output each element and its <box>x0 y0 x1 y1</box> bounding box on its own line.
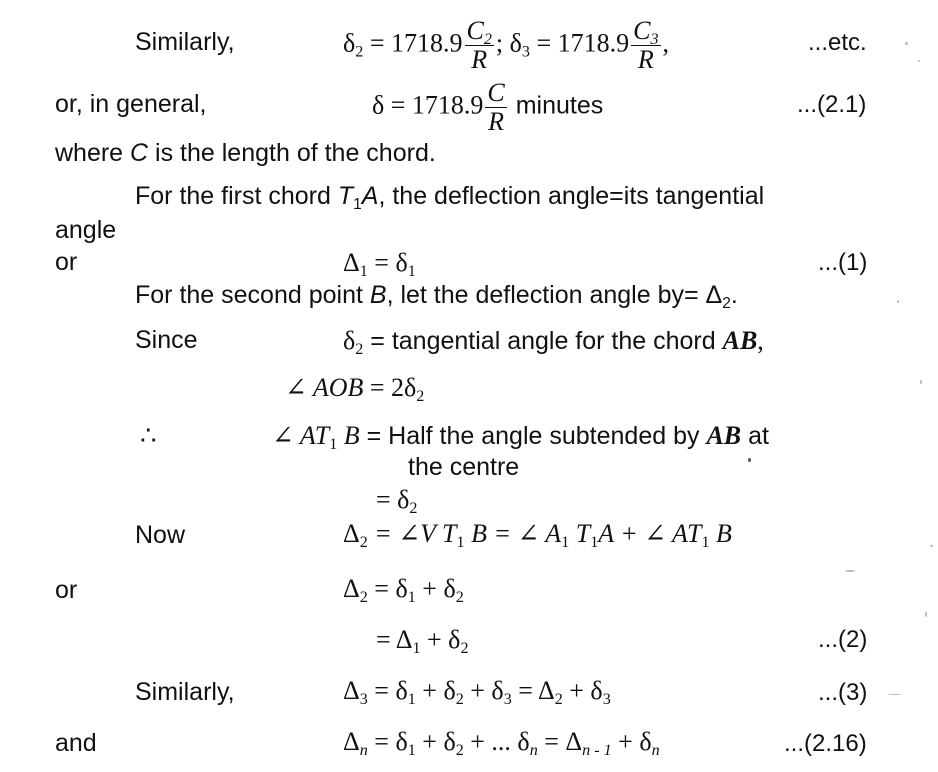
eq-text: B = ∠ A <box>464 519 562 548</box>
scan-speck <box>748 458 751 462</box>
text-the-centre: the centre <box>408 453 520 481</box>
eq-sub: 2 <box>722 294 731 312</box>
eq-text: = Δ <box>511 676 555 705</box>
eq-text: = Δ <box>376 625 413 654</box>
eq-sub: 2 <box>455 589 464 607</box>
eq-sub: 2 <box>483 31 492 49</box>
sentence-where-c <box>55 141 436 166</box>
eq-text: + ... δ <box>463 727 530 756</box>
eq-sub: 1 <box>353 195 362 213</box>
variable-ab: AB <box>706 421 742 450</box>
fraction <box>631 18 660 73</box>
eq-text: ; δ <box>495 28 522 58</box>
fraction-numerator <box>631 16 660 49</box>
eq-sub: 1 <box>456 534 465 552</box>
equation-number-2: ...(2) <box>818 626 868 653</box>
therefore-symbol: ∴ <box>140 421 157 450</box>
equation-delta1 <box>343 248 416 281</box>
scan-speck <box>905 42 908 45</box>
equation-number-1: ...(1) <box>818 249 868 276</box>
eq-text: = 1718.9 <box>529 28 630 58</box>
variable-t: T <box>337 182 354 210</box>
equation-general-delta <box>372 80 603 135</box>
eq-text: = Δ <box>537 727 583 756</box>
eq-text: Δ <box>343 519 360 548</box>
eq-text: + δ <box>611 727 652 756</box>
scan-speck <box>925 612 927 617</box>
label-since: Since <box>135 326 198 354</box>
label-now: Now <box>135 521 186 549</box>
eq-text: = δ <box>367 248 408 277</box>
eq-sub: 2 <box>409 500 418 518</box>
eq-text: δ <box>343 326 356 355</box>
eq-text: C <box>633 16 651 45</box>
eq-sub: 2 <box>355 341 364 359</box>
eq-sub: 1 <box>407 263 416 281</box>
equation-delta2-sum <box>343 574 464 607</box>
eq-text: δ = 1718.9 <box>372 90 484 120</box>
eq-text: T <box>569 519 591 548</box>
equation-number-3: ...(3) <box>818 679 868 706</box>
scan-speck <box>845 570 855 572</box>
sentence-second-point <box>135 281 738 312</box>
eq-sub: 1 <box>329 436 338 454</box>
eq-text: C <box>466 16 484 45</box>
equation-delta2-angles <box>343 519 732 552</box>
eq-text: , <box>757 326 764 355</box>
fraction-denominator: R <box>637 45 654 74</box>
text-fragment: , the deflection angle=its tangential <box>378 182 765 210</box>
eq-sub: 1 <box>407 691 416 709</box>
variable-c: C <box>130 139 149 167</box>
scan-speck <box>920 380 922 384</box>
eq-text: ∠ AT <box>272 421 330 450</box>
equation-delta2-delta3 <box>343 18 669 73</box>
text-fragment: = Half the angle subtended by <box>359 422 707 450</box>
eq-text: + δ <box>562 676 603 705</box>
eq-sub: n <box>651 742 660 760</box>
label-and: and <box>55 729 97 757</box>
eq-sub: 2 <box>455 742 464 760</box>
fraction <box>485 80 506 135</box>
eq-text: = 1718.9 <box>363 28 463 58</box>
text-fragment: . <box>730 281 738 309</box>
variable-b: B <box>369 281 387 309</box>
eq-text: ∠ AOB <box>285 373 364 402</box>
eq-text: = δ <box>367 574 408 603</box>
text-fragment: where <box>55 139 131 167</box>
eq-sub: 2 <box>455 691 464 709</box>
text-fragment: , let the deflection angle by= Δ <box>386 281 723 309</box>
scan-speck <box>930 545 933 547</box>
eq-sub: 1 <box>407 589 416 607</box>
eq-sub: 2 <box>460 640 469 658</box>
eq-sub: 1 <box>590 534 599 552</box>
eq-sub: 3 <box>650 31 659 49</box>
eq-text: Δ <box>343 248 360 277</box>
equation-delta2-tangential <box>343 326 764 359</box>
eq-text: + δ <box>415 727 456 756</box>
eq-text: Δ <box>343 574 360 603</box>
eq-sub: 1 <box>359 263 368 281</box>
eq-text: + δ <box>463 676 504 705</box>
sentence-first-chord <box>135 182 765 213</box>
equation-number-2-16: ...(2.16) <box>784 730 867 757</box>
text-fragment: = tangential angle for the chord <box>363 327 723 355</box>
unit-minutes: minutes <box>508 91 604 120</box>
eq-sub: 1 <box>412 640 421 658</box>
scan-speck <box>918 60 920 62</box>
fraction-numerator <box>465 16 494 49</box>
text-fragment: is the length of the chord. <box>148 139 436 167</box>
label-or: or <box>55 248 78 276</box>
eq-text: + δ <box>415 574 456 603</box>
eq-text: + δ <box>415 676 456 705</box>
fraction-numerator: C <box>487 78 505 107</box>
eq-sub: 2 <box>359 589 368 607</box>
label-similarly-2: Similarly, <box>135 678 235 706</box>
word-angle: angle <box>55 216 117 244</box>
eq-sub: n <box>359 742 368 760</box>
eq-text: , <box>662 28 670 58</box>
equation-angle-at1b <box>272 421 769 454</box>
eq-sub: 3 <box>521 43 530 61</box>
text-fragment: at <box>741 422 769 450</box>
fraction-denominator: R <box>471 45 488 74</box>
eq-sub: 1 <box>561 534 570 552</box>
equation-equals-delta2 <box>376 485 418 518</box>
eq-sub: n - 1 <box>582 742 612 760</box>
eq-sub: 2 <box>355 43 364 61</box>
eq-text: B <box>337 421 360 450</box>
equation-angle-aob <box>285 373 425 406</box>
eq-sub: 2 <box>359 534 368 552</box>
fraction <box>465 18 494 73</box>
eq-text: = δ <box>367 676 408 705</box>
eq-text: + δ <box>420 625 461 654</box>
eq-text: B <box>709 519 732 548</box>
label-or-2: or <box>55 576 78 604</box>
variable-ab: AB <box>722 326 758 355</box>
eq-text: Δ <box>343 727 360 756</box>
eq-sub: 3 <box>503 691 512 709</box>
equation-delta1-plus-delta2 <box>376 625 469 658</box>
reference-etc: ...etc. <box>808 29 867 56</box>
scan-speck <box>897 300 899 303</box>
equation-delta-n <box>343 727 660 760</box>
eq-text: = ∠V T <box>367 519 457 548</box>
label-or-in-general: or, in general, <box>55 90 207 118</box>
eq-sub: 1 <box>701 534 710 552</box>
eq-sub: 3 <box>359 691 368 709</box>
eq-text: A + ∠ AT <box>598 519 702 548</box>
label-similarly: Similarly, <box>135 28 235 56</box>
equation-number-2-1: ...(2.1) <box>797 91 867 118</box>
equation-delta3 <box>343 676 611 709</box>
scan-speck <box>888 694 902 695</box>
eq-text: = δ <box>367 727 408 756</box>
text-fragment: For the first chord <box>135 182 338 210</box>
eq-sub: n <box>529 742 538 760</box>
eq-text: = δ <box>376 485 410 514</box>
eq-text: Δ <box>343 676 360 705</box>
eq-sub: 2 <box>416 388 425 406</box>
variable-a: A <box>361 182 379 210</box>
text-fragment: For the second point <box>135 281 370 309</box>
eq-sub: 2 <box>554 691 563 709</box>
eq-text: = 2δ <box>363 373 417 402</box>
eq-sub: 3 <box>602 691 611 709</box>
fraction-denominator: R <box>488 107 505 136</box>
eq-text: δ <box>343 28 356 58</box>
eq-sub: 1 <box>407 742 416 760</box>
